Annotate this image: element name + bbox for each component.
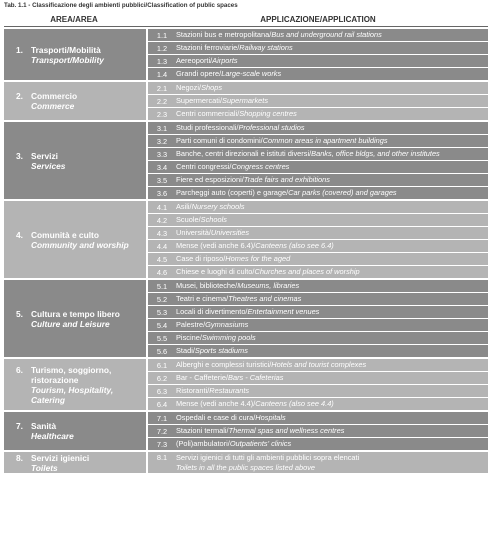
classification-table xyxy=(4,29,488,475)
application-english: Schools xyxy=(200,215,227,225)
application-row xyxy=(148,280,488,292)
application-number: 3.1 xyxy=(156,123,168,133)
application-italian: Scuole/ xyxy=(176,215,201,225)
application-row xyxy=(148,240,488,252)
application-row xyxy=(148,108,488,120)
area-cell xyxy=(4,280,146,357)
application-list xyxy=(148,359,488,410)
area-cell xyxy=(4,359,146,410)
application-english: Trade fairs and exhibitions xyxy=(243,175,330,185)
application-english: Gymnasiums xyxy=(205,320,249,330)
application-text xyxy=(176,373,488,383)
application-italian: Locali di divertimento/ xyxy=(176,307,248,317)
application-english: Supermarkets xyxy=(222,96,269,106)
application-english: Bus and underground rail stations xyxy=(271,30,382,40)
application-number: 6.3 xyxy=(156,386,168,396)
application-text xyxy=(176,333,488,343)
application-text xyxy=(176,162,488,172)
application-row xyxy=(148,82,488,94)
application-text xyxy=(176,30,488,40)
column-header-area: AREA/AREA xyxy=(50,15,98,24)
application-number: 4.6 xyxy=(156,267,168,277)
application-row xyxy=(148,293,488,305)
area-name-english: Culture and Leisure xyxy=(31,318,110,329)
application-italian: Stazioni termali/ xyxy=(176,426,229,436)
area-name-english: Healthcare xyxy=(31,431,74,441)
application-text xyxy=(176,281,488,291)
area-number: 3. xyxy=(16,150,23,161)
application-italian: Mense (vedi anche 4.4)/ xyxy=(176,399,256,409)
application-english: Hotels and tourist complexes xyxy=(271,360,367,370)
application-text xyxy=(176,136,488,146)
application-italian: Piscine/ xyxy=(176,333,202,343)
application-italian: Centri congressi/ xyxy=(176,162,232,172)
application-row xyxy=(148,148,488,160)
application-row xyxy=(148,68,488,80)
application-italian: Studi professionali/ xyxy=(176,123,239,133)
area-group xyxy=(4,280,488,357)
application-text xyxy=(176,294,488,304)
application-english: Airports xyxy=(212,56,238,66)
application-italian: Fiere ed esposizioni/ xyxy=(176,175,244,185)
application-number: 2.3 xyxy=(156,109,168,119)
application-italian: Teatri e cinema/ xyxy=(176,294,229,304)
application-number: 5.2 xyxy=(156,294,168,304)
application-italian: Stadi/ xyxy=(176,346,195,356)
application-number: 3.6 xyxy=(156,188,168,198)
application-row xyxy=(148,266,488,278)
application-number: 1.1 xyxy=(156,30,168,40)
application-text xyxy=(176,175,488,185)
area-cell xyxy=(4,412,146,450)
application-text xyxy=(176,56,488,66)
header-divider xyxy=(4,26,488,27)
application-text xyxy=(176,267,488,277)
application-english: Nursery schools xyxy=(191,202,245,212)
application-italian: Ristoranti/ xyxy=(176,386,210,396)
application-text xyxy=(176,123,488,133)
application-number: 2.1 xyxy=(156,83,168,93)
application-english: Outpatients' clinics xyxy=(229,439,292,449)
area-number: 5. xyxy=(16,308,23,319)
application-italian: Asili/ xyxy=(176,202,192,212)
application-row xyxy=(148,332,488,344)
application-number: 4.1 xyxy=(156,202,168,212)
application-english: Sports stadiums xyxy=(194,346,248,356)
area-group xyxy=(4,29,488,80)
application-english: Restaurants xyxy=(209,386,250,396)
application-english: Congress centres xyxy=(231,162,290,172)
application-list xyxy=(148,82,488,120)
application-english: Railway stations xyxy=(239,43,293,53)
application-english: Shops xyxy=(201,83,223,93)
application-italian: Negozi/ xyxy=(176,83,202,93)
application-italian: Alberghi e complessi turistici/ xyxy=(176,360,272,370)
application-english: Entertainment venues xyxy=(247,307,320,317)
application-number: 3.4 xyxy=(156,162,168,172)
application-number: 1.4 xyxy=(156,69,168,79)
area-name-english: Community and worship xyxy=(31,239,129,250)
application-row xyxy=(148,345,488,357)
application-number: 1.2 xyxy=(156,43,168,53)
application-row xyxy=(148,29,488,41)
application-italian: Parcheggi auto (coperti) e garage/ xyxy=(176,188,289,198)
application-english: Swimming pools xyxy=(201,333,256,343)
application-italian: Supermercati/ xyxy=(176,96,223,106)
application-number: 7.1 xyxy=(156,413,168,423)
application-italian: Bar - Caffeterie/ xyxy=(176,373,229,383)
area-name-italian: Comunità e culto xyxy=(31,229,99,240)
application-english: Homes for the aged xyxy=(225,254,291,264)
application-number: 6.4 xyxy=(156,399,168,409)
application-english: Banks, office bldgs, and other institutes xyxy=(311,149,440,159)
application-row xyxy=(148,412,488,424)
application-text xyxy=(176,307,488,317)
application-row xyxy=(148,42,488,54)
application-italian: Mense (vedi anche 6.4)/ xyxy=(176,241,256,251)
application-italian: Centri commerciali/ xyxy=(176,109,240,119)
application-italian: Case di riposo/ xyxy=(176,254,226,264)
application-english: Car parks (covered) and garages xyxy=(288,188,397,198)
area-group xyxy=(4,412,488,450)
application-row xyxy=(148,319,488,331)
application-row xyxy=(148,306,488,318)
application-list xyxy=(148,412,488,450)
application-row xyxy=(148,398,488,410)
application-number: 8.1 xyxy=(156,453,168,462)
application-italian: Grandi opere/ xyxy=(176,69,222,79)
application-english: Hospitals xyxy=(255,413,286,423)
application-row xyxy=(148,135,488,147)
application-text xyxy=(176,426,488,436)
application-text xyxy=(176,215,488,225)
application-italian: Stazioni ferroviarie/ xyxy=(176,43,240,53)
area-group xyxy=(4,359,488,410)
application-italian: Ospedali e case di cura/ xyxy=(176,413,256,423)
application-english: Universities xyxy=(210,228,250,238)
application-row xyxy=(148,122,488,134)
application-number: 7.2 xyxy=(156,426,168,436)
application-italian: Stazioni bus e metropolitana/ xyxy=(176,30,272,40)
application-text xyxy=(176,96,488,106)
application-italian: Servizi igienici di tutti gli ambienti pubblici sopra elencati xyxy=(176,453,360,462)
area-cell xyxy=(4,122,146,199)
application-number: 4.5 xyxy=(156,254,168,264)
application-italian: (Poli)ambulatori/ xyxy=(176,439,230,449)
application-english: Toilets in all the public spaces listed above xyxy=(176,462,315,472)
application-english: Churches and places of worship xyxy=(254,267,360,277)
application-number: 5.5 xyxy=(156,333,168,343)
application-english: Large-scale works xyxy=(221,69,282,79)
application-text xyxy=(176,453,488,472)
application-row xyxy=(148,253,488,265)
application-text xyxy=(176,188,488,198)
table-caption: Tab. 1.1 - Classificazione degli ambienti pubblici/Classification of public spaces xyxy=(4,2,238,9)
application-number: 4.3 xyxy=(156,228,168,238)
application-list xyxy=(148,452,488,473)
area-number: 7. xyxy=(16,421,23,431)
application-text xyxy=(176,69,488,79)
application-list xyxy=(148,201,488,278)
application-number: 3.5 xyxy=(156,175,168,185)
application-text xyxy=(176,386,488,396)
application-number: 5.3 xyxy=(156,307,168,317)
area-name-italian: Commercio xyxy=(31,91,78,101)
application-italian: Chiese e luoghi di culto/ xyxy=(176,267,255,277)
application-number: 4.2 xyxy=(156,215,168,225)
application-english: Theatres and cinemas xyxy=(228,294,302,304)
application-row xyxy=(148,452,488,473)
application-english: Shopping centres xyxy=(239,109,297,119)
area-group xyxy=(4,122,488,199)
area-number: 2. xyxy=(16,91,23,101)
application-text xyxy=(176,83,488,93)
application-number: 3.3 xyxy=(156,149,168,159)
area-name-italian: Turismo, soggiorno, ristorazione xyxy=(31,364,112,385)
application-row xyxy=(148,372,488,384)
application-row xyxy=(148,438,488,450)
area-name-english: Transport/Mobility xyxy=(31,54,104,65)
application-row xyxy=(148,161,488,173)
application-text xyxy=(176,399,488,409)
area-group xyxy=(4,201,488,278)
application-text xyxy=(176,202,488,212)
application-list xyxy=(148,122,488,199)
application-row xyxy=(148,359,488,371)
application-row xyxy=(148,55,488,67)
application-english: Common areas in apartment buildings xyxy=(262,136,388,146)
application-italian: Palestre/ xyxy=(176,320,206,330)
application-row xyxy=(148,187,488,199)
application-italian: Musei, biblioteche/ xyxy=(176,281,238,291)
area-cell xyxy=(4,201,146,278)
application-row xyxy=(148,214,488,226)
area-name-italian: Trasporti/Mobilità xyxy=(31,44,101,55)
area-cell xyxy=(4,29,146,80)
area-name-italian: Servizi igienici xyxy=(31,452,90,463)
area-name-english: Services xyxy=(31,160,66,171)
area-cell xyxy=(4,82,146,120)
area-number: 4. xyxy=(16,229,23,240)
area-name-italian: Servizi xyxy=(31,150,59,161)
application-english: Canteens (also see 6.4) xyxy=(255,241,334,251)
application-number: 1.3 xyxy=(156,56,168,66)
application-row xyxy=(148,201,488,213)
area-group xyxy=(4,452,488,473)
application-text xyxy=(176,228,488,238)
application-text xyxy=(176,439,488,449)
application-text xyxy=(176,254,488,264)
application-row xyxy=(148,425,488,437)
application-text xyxy=(176,320,488,330)
area-name-english: Toilets xyxy=(31,462,58,473)
application-english: Professional studios xyxy=(238,123,305,133)
application-text xyxy=(176,346,488,356)
area-group xyxy=(4,82,488,120)
application-row xyxy=(148,385,488,397)
application-italian: Parti comuni di condomini/ xyxy=(176,136,263,146)
application-number: 6.2 xyxy=(156,373,168,383)
application-number: 5.6 xyxy=(156,346,168,356)
application-number: 6.1 xyxy=(156,360,168,370)
application-text xyxy=(176,360,488,370)
area-number: 8. xyxy=(16,452,23,463)
application-row xyxy=(148,227,488,239)
area-name-english: Commerce xyxy=(31,101,75,111)
column-header-application: APPLICAZIONE/APPLICATION xyxy=(260,15,376,24)
application-number: 2.2 xyxy=(156,96,168,106)
area-cell xyxy=(4,452,146,473)
application-number: 3.2 xyxy=(156,136,168,146)
area-name-italian: Cultura e tempo libero xyxy=(31,308,120,319)
application-text xyxy=(176,149,488,159)
application-italian: Aereoporti/ xyxy=(176,56,213,66)
application-text xyxy=(176,43,488,53)
application-row xyxy=(148,95,488,107)
area-number: 6. xyxy=(16,364,23,375)
application-text xyxy=(176,109,488,119)
area-number: 1. xyxy=(16,44,23,55)
application-english: Thermal spas and wellness centres xyxy=(228,426,345,436)
application-row xyxy=(148,174,488,186)
application-italian: Università/ xyxy=(176,228,211,238)
application-text xyxy=(176,413,488,423)
area-name-italian: Sanità xyxy=(31,421,57,431)
application-text xyxy=(176,241,488,251)
application-english: Museums, libraries xyxy=(237,281,300,291)
application-number: 5.1 xyxy=(156,281,168,291)
application-number: 4.4 xyxy=(156,241,168,251)
application-italian: Banche, centri direzionali e istituti diversi/ xyxy=(176,149,312,159)
application-number: 5.4 xyxy=(156,320,168,330)
application-english: Canteens (also see 4.4) xyxy=(255,399,334,409)
application-number: 7.3 xyxy=(156,439,168,449)
application-list xyxy=(148,29,488,80)
area-name-english: Tourism, Hospitality, Catering xyxy=(31,384,114,405)
application-english: Bars - Cafeterias xyxy=(228,373,284,383)
application-list xyxy=(148,280,488,357)
